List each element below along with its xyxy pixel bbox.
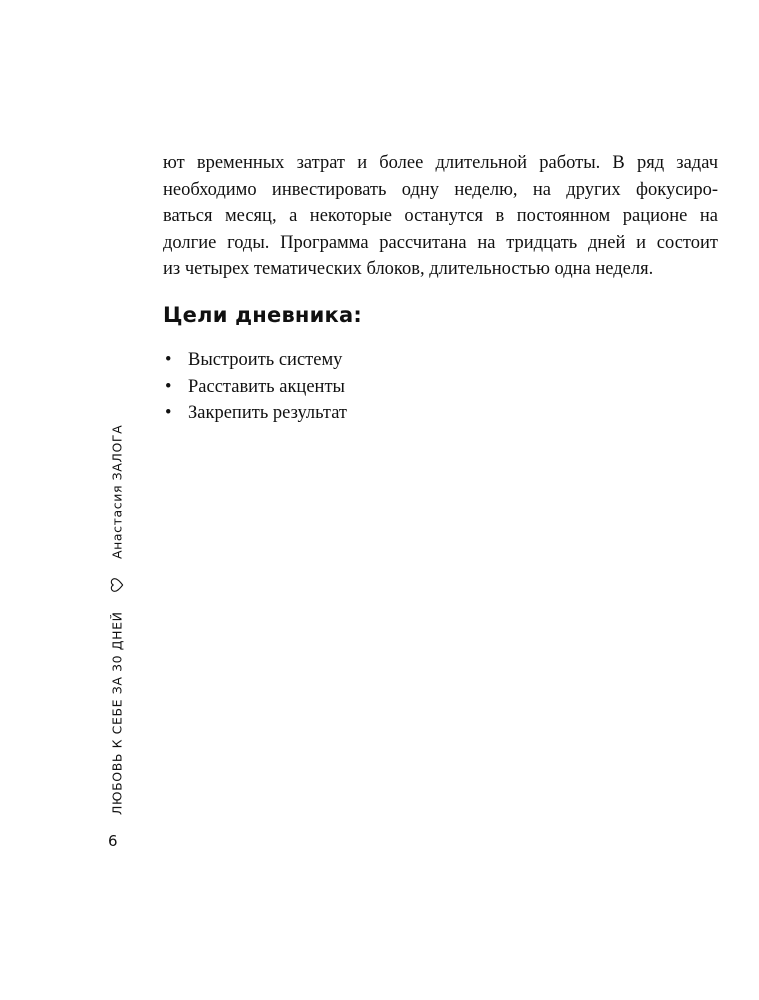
goals-list: [163, 347, 347, 427]
list-item-text: Выстроить систему: [188, 350, 343, 370]
body-line: из четырех тематических блоков, длительностью одна неделя.: [163, 259, 654, 279]
list-item: [163, 400, 347, 427]
list-item: [163, 347, 347, 374]
body-paragraph: [163, 150, 718, 283]
heart-icon: [109, 577, 125, 593]
running-head: [102, 425, 132, 815]
body-line: ваться месяц, а некоторые останутся в постоянном рационе на: [163, 206, 718, 226]
body-line: долгие годы. Программа рассчитана на тридцать дней и состоит: [163, 232, 718, 253]
body-line: необходимо инвестировать одну неделю, на других фокусиро-: [163, 179, 718, 200]
page-number: 6: [108, 832, 118, 850]
bullet: •: [165, 403, 172, 423]
section-heading: Цели дневника:: [163, 303, 362, 327]
running-head-book-title: ЛЮБОВЬ К СЕБЕ ЗА 30 ДНЕЙ: [109, 611, 125, 815]
running-head-author: Анастасия ЗАЛОГА: [109, 425, 125, 560]
list-item-text: Закрепить результат: [188, 403, 348, 423]
body-line: ют временных затрат и более длительной работы. В ряд задач: [163, 153, 718, 173]
bullet: •: [165, 350, 172, 370]
list-item-text: Расставить акценты: [188, 376, 345, 397]
bullet: •: [165, 376, 172, 397]
list-item: [163, 374, 347, 401]
